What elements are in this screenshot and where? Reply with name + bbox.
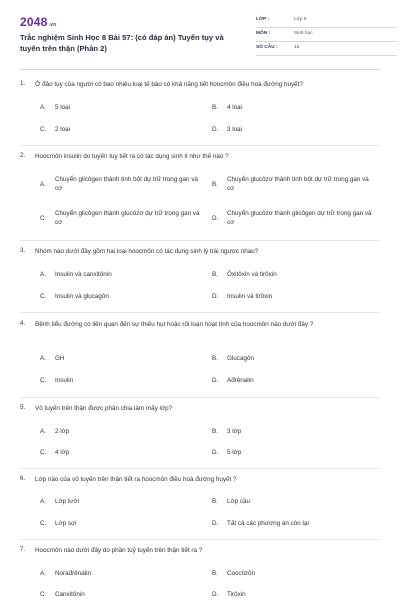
question-divider <box>20 397 380 398</box>
meta-table <box>256 14 397 56</box>
option-text: 4 lớp <box>55 449 70 456</box>
option-text: 3 loại <box>227 126 243 133</box>
question-divider <box>20 240 380 241</box>
question-divider <box>20 145 380 146</box>
option-letter: D. <box>212 293 219 300</box>
option-letter: A. <box>40 271 46 278</box>
option-text: Ađrênalin <box>227 377 254 384</box>
question-number: 6. <box>20 475 26 482</box>
option-letter: B. <box>212 104 218 111</box>
meta-value: Sinh học <box>294 31 313 36</box>
question-text: Vỏ tuyến trên thận được phân chia làm mấy lớp? <box>35 405 173 412</box>
question-number: 2. <box>20 152 26 159</box>
option-letter: D. <box>212 591 219 598</box>
logo-suffix: .vn <box>48 22 57 28</box>
question-number: 5. <box>20 404 26 411</box>
question-6 <box>20 475 380 535</box>
meta-label: SỐ CÂU : <box>256 45 278 50</box>
option-text: Chuyển glucôzơ thành tinh bột dự trữ trong gan và cơ <box>227 176 369 192</box>
question-number: 1. <box>20 80 26 87</box>
option-text: Cooctizôn <box>227 570 256 577</box>
option-letter: B. <box>212 498 218 505</box>
question-text: Bệnh tiểu đường có liên quan đến sự thiếu hụt hoặc rối loạn hoạt tính của hoocmôn nào dưới đây ? <box>35 321 314 328</box>
question-1 <box>20 80 380 140</box>
question-text: Hoocmôn insulin do tuyến tuỵ tiết ra có tác dụng sinh lí như thế nào ? <box>35 153 229 160</box>
option-text: Insulin và tirôxin <box>227 293 273 300</box>
option-text: 5 lớp <box>227 449 242 456</box>
option-text: Norađrênalin <box>55 570 92 577</box>
option-letter: C. <box>40 449 47 456</box>
option-text: Chuyển glucôzơ thành glicôgen dự trữ trong gan và cơ <box>227 210 372 226</box>
question-2 <box>20 152 380 232</box>
meta-value: 15 <box>294 45 300 50</box>
question-number: 3. <box>20 247 26 254</box>
question-divider <box>20 539 380 540</box>
question-4 <box>20 320 380 392</box>
option-letter: A. <box>40 181 46 188</box>
option-text: Lớp lưới <box>55 498 80 505</box>
question-text: Lớp nào của vỏ tuyến trên thận tiết ra hoocmôn điều hoà đường huyết ? <box>35 476 237 483</box>
option-text: Lớp sợi <box>55 520 77 527</box>
option-letter: B. <box>212 181 218 188</box>
question-7 <box>20 546 380 600</box>
option-text: GH <box>55 355 65 362</box>
option-text: Glucagôn <box>227 355 254 362</box>
option-letter: C. <box>40 215 47 222</box>
meta-label: MÔN : <box>256 31 271 36</box>
option-letter: D. <box>212 449 219 456</box>
option-letter: B. <box>212 570 218 577</box>
site-logo[interactable] <box>20 15 56 29</box>
logo-text: 2048 <box>20 15 48 29</box>
option-text: Canxitônin <box>55 591 85 598</box>
option-letter: D. <box>212 215 219 222</box>
question-text: Ở đảo tụy của người có bao nhiêu loại tế bào có khả năng tiết hoocmôn điều hoà đường huyết? <box>35 81 303 88</box>
question-text: Nhóm nào dưới đây gồm hai loại hoocmôn có tác dụng sinh lý trái ngược nhau? <box>35 248 259 255</box>
question-5 <box>20 404 380 464</box>
question-3 <box>20 247 380 307</box>
option-letter: D. <box>212 126 219 133</box>
option-text: Insulin và canxitônin <box>55 271 112 278</box>
option-text: Chuyển glicôgen thành tinh bột dự trữ trong gan và cơ <box>55 176 198 192</box>
option-text: Chuyển glicôgen thành glucôzơ dự trữ trong gan và cơ <box>55 210 200 226</box>
option-text: 2 loại <box>55 126 71 133</box>
option-letter: A. <box>40 104 46 111</box>
document-header <box>20 14 380 64</box>
question-number: 4. <box>20 320 26 327</box>
option-text: 5 loại <box>55 104 71 111</box>
page-title: Trắc nghiệm Sinh Học 8 Bài 57: (có đáp án) Tuyến tụy và tuyến trên thận (Phần 2) <box>20 33 224 53</box>
option-letter: C. <box>40 126 47 133</box>
option-letter: B. <box>212 428 218 435</box>
option-letter: C. <box>40 293 47 300</box>
question-divider <box>20 468 380 469</box>
option-letter: A. <box>40 570 46 577</box>
question-divider <box>20 312 380 313</box>
option-text: Insulin và glucagôn <box>55 293 109 300</box>
option-letter: A. <box>40 498 46 505</box>
option-letter: B. <box>212 271 218 278</box>
option-text: 4 loại <box>227 104 243 111</box>
question-number: 7. <box>20 546 26 553</box>
meta-row-count <box>256 42 397 56</box>
option-text: Lớp cầu <box>227 498 251 505</box>
option-text: Ôxitôxin và tirôxin <box>227 271 277 278</box>
meta-row-class <box>256 14 397 28</box>
option-letter: C. <box>40 591 47 598</box>
option-letter: D. <box>212 520 219 527</box>
option-text: Insulin <box>55 377 74 384</box>
option-letter: A. <box>40 428 46 435</box>
option-letter: C. <box>40 520 47 527</box>
option-text: Tất cả các phương án còn lại <box>227 520 309 527</box>
meta-label: LỚP : <box>256 17 270 22</box>
option-text: 3 lớp <box>227 428 242 435</box>
option-letter: D. <box>212 377 219 384</box>
option-letter: B. <box>212 355 218 362</box>
question-text: Hoocmôn nào dưới đây do phần tuỷ tuyến trên thận tiết ra ? <box>35 547 203 554</box>
option-letter: C. <box>40 377 47 384</box>
meta-row-subject <box>256 28 397 42</box>
option-text: Tirôxin <box>227 591 246 598</box>
option-letter: A. <box>40 355 46 362</box>
option-text: 2 lớp <box>55 428 70 435</box>
meta-value: Lớp 8 <box>294 17 307 22</box>
header-divider <box>20 69 380 70</box>
